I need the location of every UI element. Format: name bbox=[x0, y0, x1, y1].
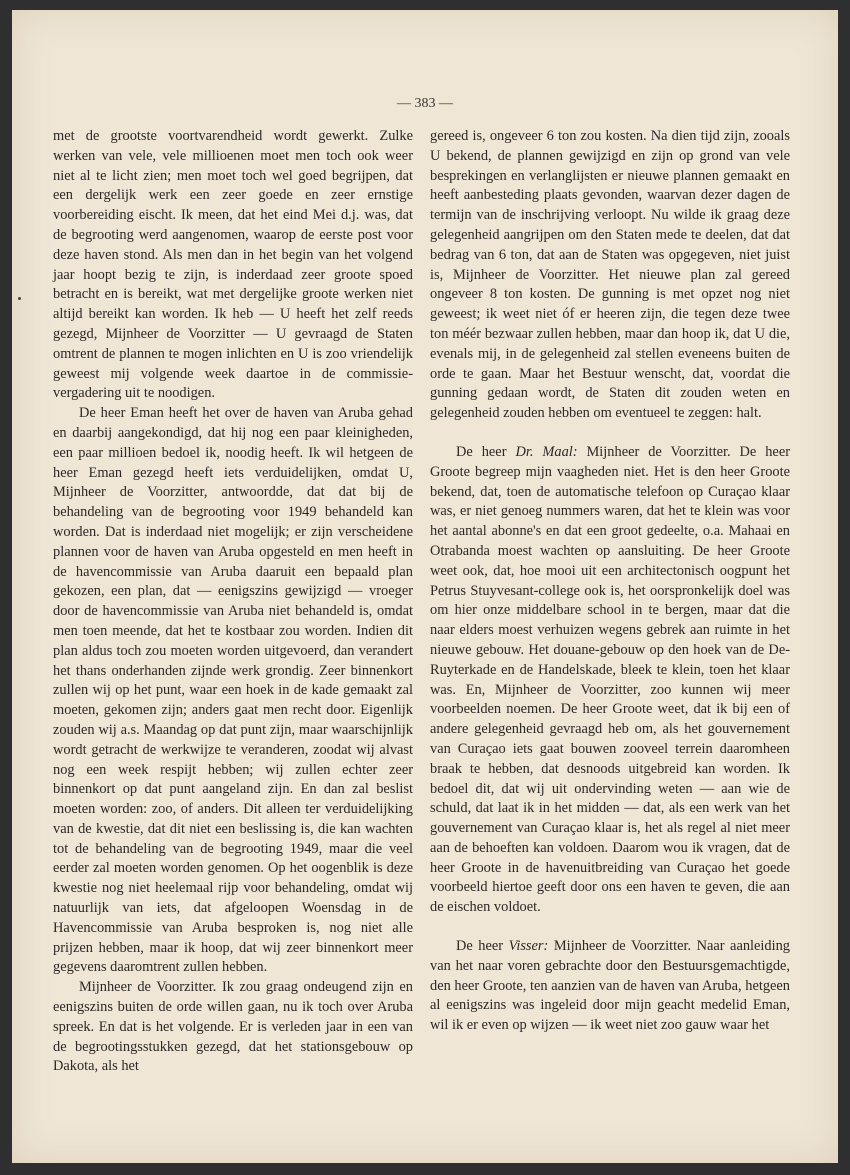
document-page bbox=[12, 10, 838, 1163]
speaker-name: Visser: bbox=[508, 938, 549, 955]
speech-lead: De heer bbox=[456, 443, 507, 460]
right-column bbox=[430, 127, 790, 1036]
paragraph: De heer Eman heeft het over de haven van Aruba gehad en daarbij aangekondigd, dat hij nog een paar kleinigheden, een paar millioen bedoel ik, noodig heeft. Ik wil hetgeen de heer Eman gezegd heeft iets verduidelijken, omdat U, Mijnheer de Voorzitter, antwoordde, dat dat bij de behandeling van de begrooting voor 1949 behandeld kan worden. Dat is inderdaad niet mogelijk; er zijn verscheidene plannen voor de haven van Aruba opgesteld en men heeft in de havencommissie van Aruba daaruit een bepaald plan gekozen, een plan, dat — eenigszins gewijzigd — vroeger door de havencommissie van Aruba niet behandeld is, omdat men toen meende, dat het te kostbaar zou worden. Indien dit plan aldus toch zou moeten worden uitgevoerd, dan verandert het thans onderhanden zijnde werk grondig. Zeer binnenkort zullen wij op het punt, waar een hoek in de kade gemaakt zal moeten, gekomen zijn; anders gaat men recht door. Eigenlijk zouden wij a.s. Maandag op dat punt zijn, maar waarschijnlijk wordt getracht de werkwijze te veranderen, zoodat wij alvast nog een week respijt hebben; wij zullen echter zeer binnenkort op dat punt aangeland zijn. En dan zal beslist moeten worden: zoo, of anders. Dit alleen ter verduidelijking van de kwestie, dat dit niet een beslissing is, die kan wachten tot de behandeling van de begrooting 1949, maar die veel eerder zal moeten worden genomen. Op het oogenblik is deze kwestie nog niet heelemaal rijp voor behandeling, omdat wij natuurlijk van iets, dat afgeloopen Woensdag in de Havencommissie van Aruba besproken is, nog niet alle prijzen hebben, maar ik hoop, dat wij zeer binnenkort meer gegevens daaromtrent zullen hebben. bbox=[53, 405, 413, 976]
page-number: — 383 — bbox=[397, 96, 453, 111]
paragraph: met de grootste voortvarendheid wordt gewerkt. Zulke werken van vele, vele millioenen moet men toch ook weer niet al te licht zien; men moet toch wel goed begrijpen, dat een dergelijk werk een zeer goede en zeer ernstige voorbereiding eischt. Ik meen, dat het eind Mei d.j. was, dat de begrooting werd aangenomen, waarop de eerste post voor deze haven stond. Als men dan in het begin van het volgend jaar hoopt bezig te zijn, is inderdaad zeer groote spoed betracht en is bereikt, wat met dergelijke groote werken niet altijd bereikt kan worden. Ik heb — U heeft het zelf reeds gezegd, Mijnheer de Voorzitter — U gevraagd de Staten omtrent de plannen te mogen inlichten en U is zoo vriendelijk geweest mij volgende week daartoe in de commissie-vergadering uit te noodigen. bbox=[53, 128, 413, 402]
left-column bbox=[53, 127, 413, 1077]
speech-text: Mijnheer de Voorzitter. Naar aanleiding van het naar voren gebrachte door den Bestuursgemachtigde, den heer Groote, ten aanzien van de haven van Aruba, hetgeen al eenigszins was ingeleid door mijn geacht medelid Eman, wil ik er even op wijzen — ik weet niet zoo gauw waar het bbox=[430, 938, 790, 1034]
paragraph-speech bbox=[430, 937, 790, 1036]
paragraph: Mijnheer de Voorzitter. Ik zou graag ondeugend zijn en eenigszins buiten de orde willen gaan, nu ik toch over Aruba spreek. En dat is het volgende. Er is verleden jaar in een van de begrootingsstukken gezegd, dat het stationsgebouw op Dakota, als het bbox=[53, 979, 413, 1075]
margin-mark bbox=[18, 297, 21, 300]
speech-lead: De heer bbox=[456, 938, 504, 955]
speech-text: Mijnheer de Voorzitter. De heer Groote begreep mijn vaagheden niet. Het is den heer Groote bekend, dat, toen de automatische telefoon op Curaçao klaar was, er niet genoeg nummers waren, dat het te klein was voor het aantal abonne's en dat een groot gedeelte, o.a. Mahaai en Otrabanda moest wachten op aansluiting. De heer Groote weet ook, dat, hoe mooi uit een architectonisch oogpunt het Petrus Stuyvesant-college ook is, het oorspronkelijk doel was om hier onze middelbare school in te bergen, maar dat die naar elders moest verhuizen wegens gebrek aan ruimte in het nieuwe gebouw. Het douane-gebouw op den hoek van de De-Ruyterkade en de Handelskade, bleek te klein, toen het klaar was. En, Mijnheer de Voorzitter, zoo kunnen wij meer voorbeelden noemen. De heer Groote weet, dat ik bij een of andere gelegenheid gevraagd heb om, als het gouvernement van Curaçao iets gaat bouwen zooveel terrein daaromheen braak te hebben, dat desnoods uitgebreid kan worden. Ik bedoel dit, dat wij uit ondervinding weten — aan wie de schuld, dat laat ik in het midden — dat, als een werk van het gouvernement van Curaçao klaar is, het als regel al niet meer aan de behoeften kan voldoen. Daarom wou ik vragen, dat de heer Groote in de havenuitbreiding van Curaçao het goede voorbeeld hiertoe geeft door ons een haven te geven, die aan de eischen voldoet. bbox=[430, 443, 790, 916]
paragraph-speech bbox=[430, 443, 790, 918]
paragraph: gereed is, ongeveer 6 ton zou kosten. Na dien tijd zijn, zooals U bekend, de plannen gewijzigd en zijn op grond van vele besprekingen en verlanglijsten er nieuwe plannen gemaakt en heeft aanbesteding plaats gevonden, waarvan dezer dagen de termijn van de inschrijving verloopt. Nu wilde ik graag deze gelegenheid aangrijpen om den Staten mede te deelen, dat dat bedrag van 6 ton, dat aan de Staten was opgegeven, niet juist is, Mijnheer de Voorzitter. Het nieuwe plan zal gereed ongeveer 8 ton kosten. De gunning is met opzet nog niet geweest; ik weet niet óf er heeren zijn, die tegen deze twee ton méér bezwaar zullen hebben, maar dan hoop ik, dat U die, evenals mij, in de gelegenheid zal stellen eveneens buiten de orde te gaan. Maar het Bestuur wenscht, dat, voordat die gunning gedaan wordt, de Staten dit zouden weten en gelegenheid zouden hebben om eventueel te zeggen: halt. bbox=[430, 128, 790, 422]
speaker-name: Dr. Maal: bbox=[515, 443, 578, 460]
